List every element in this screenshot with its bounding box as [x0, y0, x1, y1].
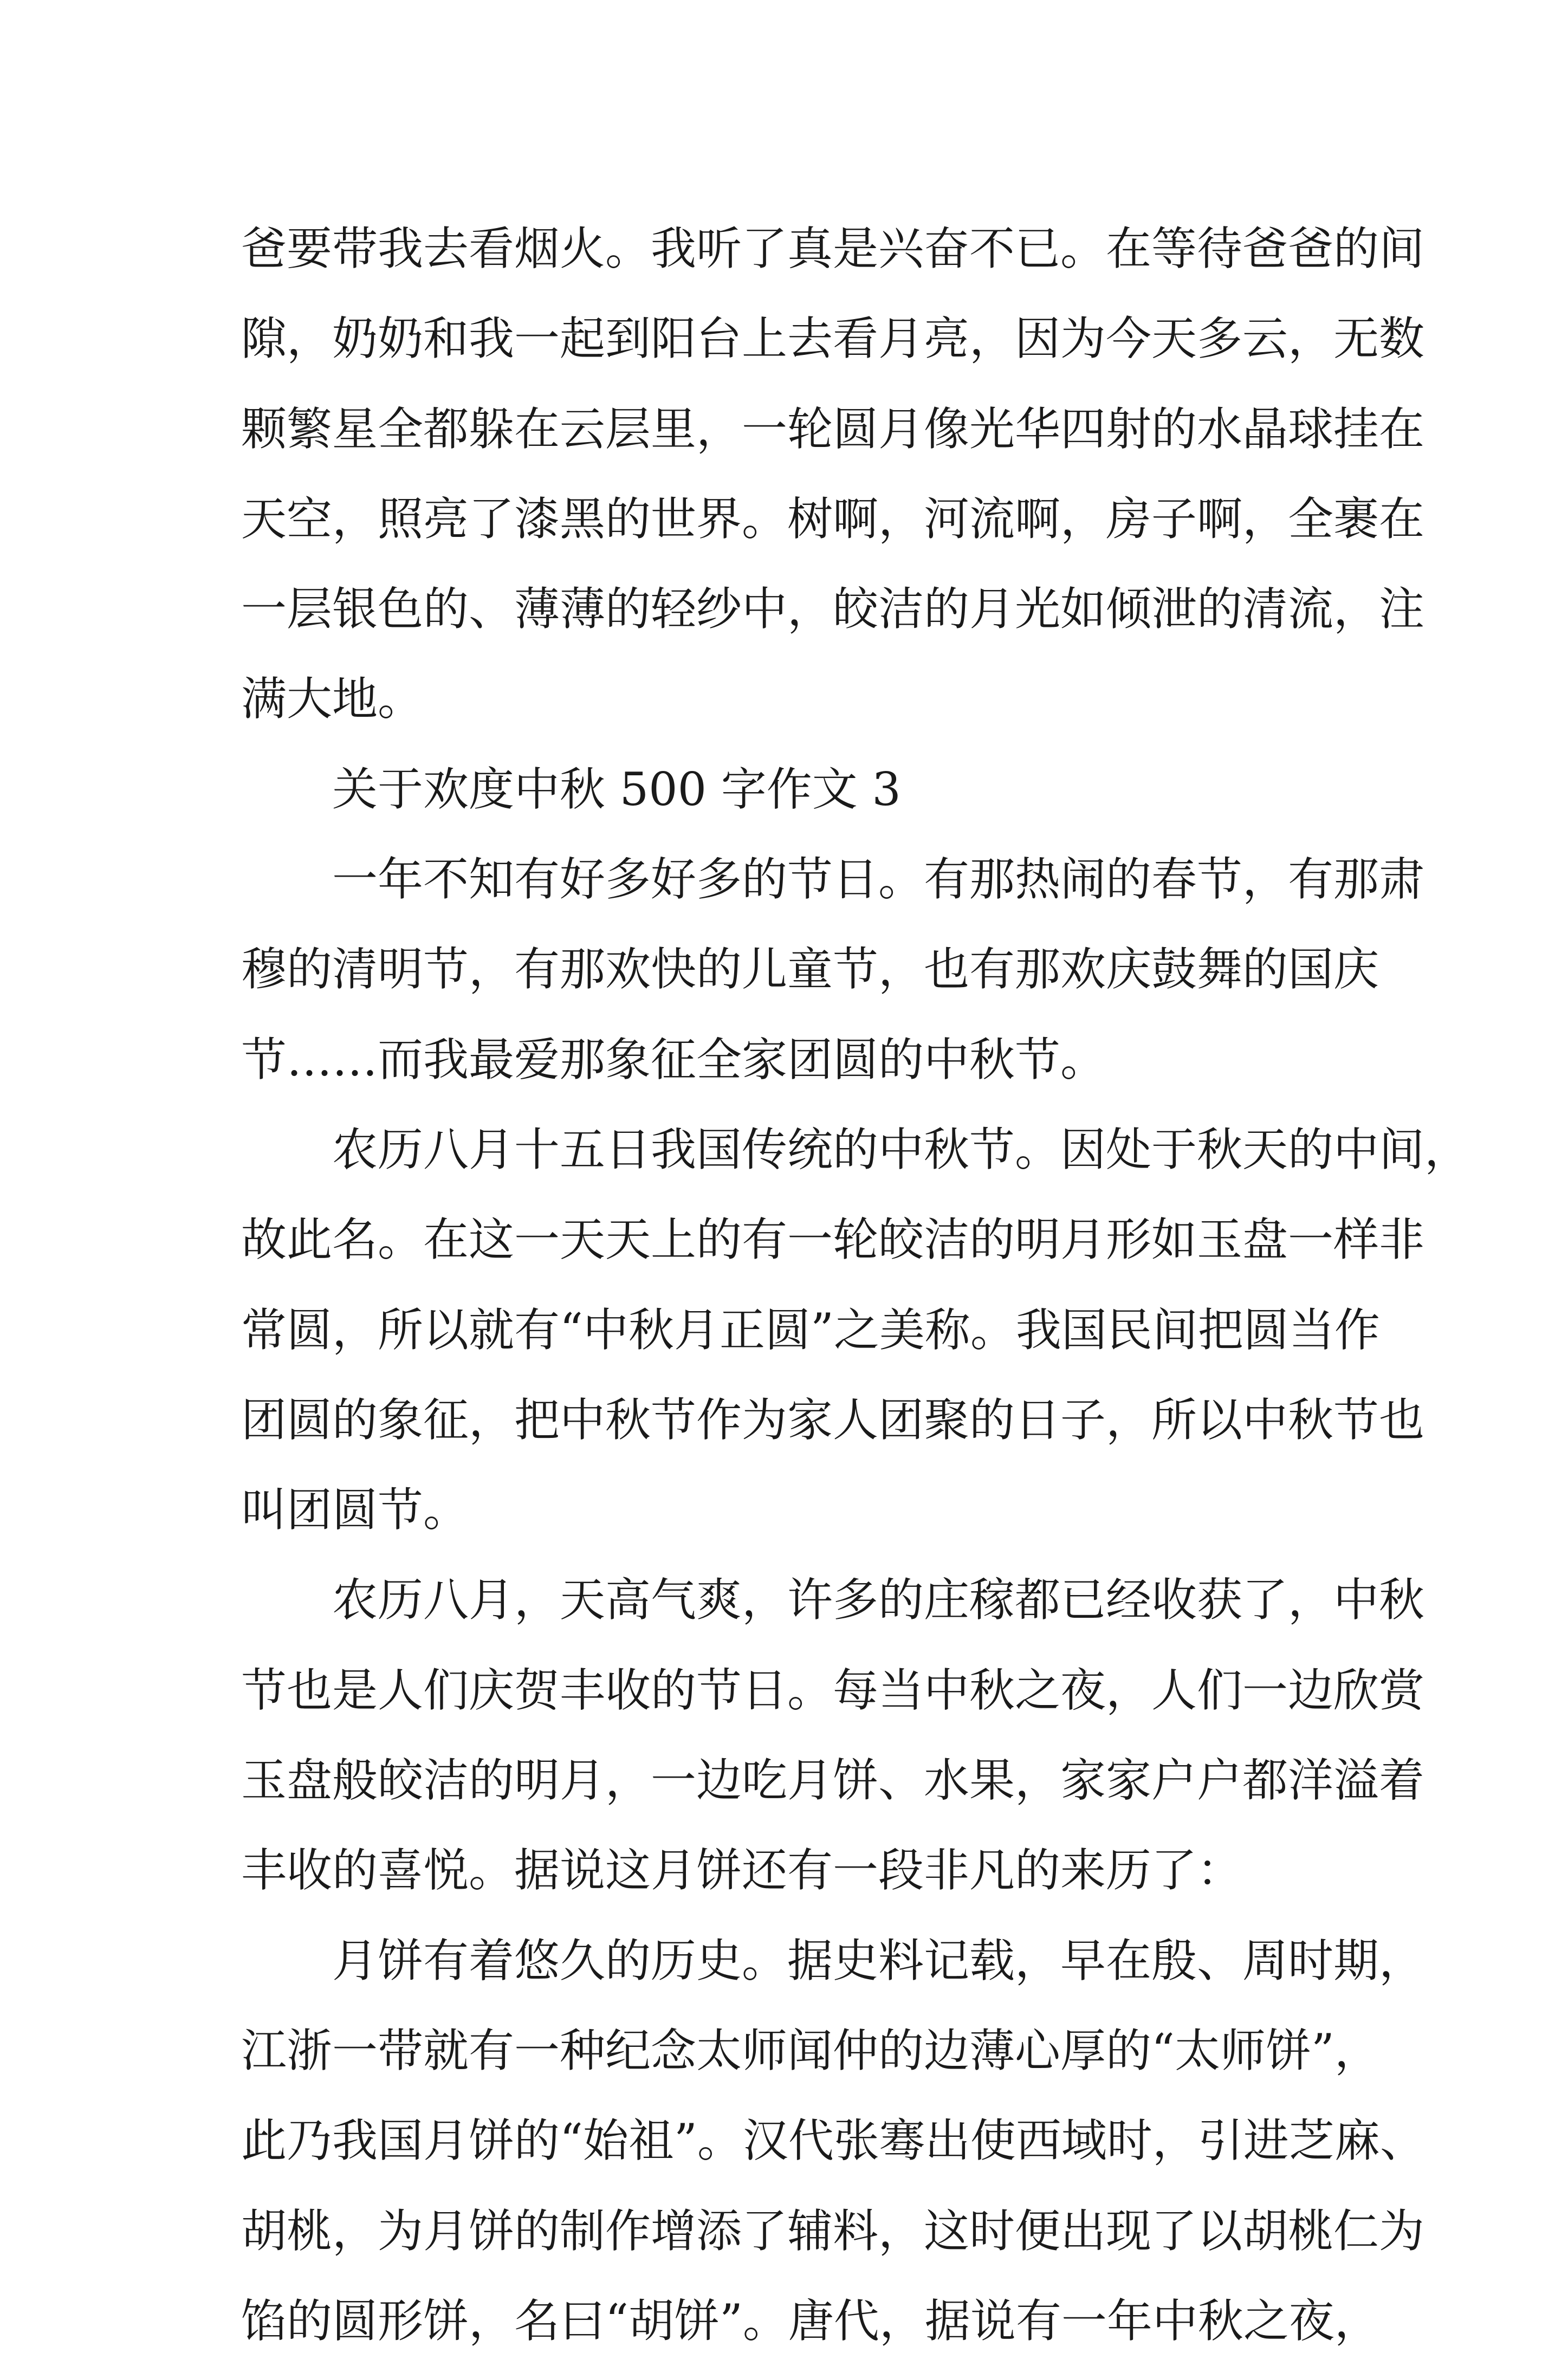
text-line: 天空，照亮了漆黑的世界。树啊，河流啊，房子啊，全裹在 [241, 492, 1425, 546]
text-line: 丰收的喜悦。据说这月饼还有一段非凡的来历了： [241, 1844, 1243, 1897]
text-line: 穆的清明节，有那欢快的儿童节，也有那欢庆鼓舞的国庆 [241, 943, 1379, 996]
text-line: 叫团圆节。 [241, 1483, 469, 1537]
text-line: 满大地。 [241, 672, 424, 726]
text-line: 农历八月十五日我国传统的中秋节。因处于秋天的中间， [332, 1123, 1470, 1176]
text-line: 玉盘般皎洁的明月，一边吃月饼、水果，家家户户都洋溢着 [241, 1754, 1425, 1807]
text-line: 故此名。在这一天天上的有一轮皎洁的明月形如玉盘一样非 [241, 1213, 1425, 1267]
text-line: 隙，奶奶和我一起到阳台上去看月亮，因为今天多云，无数 [241, 312, 1425, 366]
text-line: 节……而我最爱那象征全家团圆的中秋节。 [241, 1033, 1106, 1086]
text-line: 颗繁星全都躲在云层里，一轮圆月像光华四射的水晶球挂在 [241, 402, 1425, 456]
text-line: 农历八月，天高气爽，许多的庄稼都已经收获了，中秋 [332, 1573, 1425, 1627]
text-line: 爸要带我去看烟火。我听了真是兴奋不已。在等待爸爸的间 [241, 222, 1425, 275]
text-line: 此乃我国月饼的“始祖”。汉代张骞出使西域时，引进芝麻、 [241, 2114, 1426, 2168]
text-line: 月饼有着悠久的历史。据史料记载，早在殷、周时期， [332, 1934, 1425, 1987]
text-line: 一年不知有好多好多的节日。有那热闹的春节，有那肃 [332, 853, 1425, 906]
section-heading: 关于欢度中秋 500 字作文 3 [332, 762, 901, 816]
text-line: 胡桃，为月饼的制作增添了辅料，这时便出现了以胡桃仁为 [241, 2204, 1425, 2258]
text-line: 节也是人们庆贺丰收的节日。每当中秋之夜，人们一边欣赏 [241, 1663, 1425, 1717]
text-line: 馅的圆形饼，名曰“胡饼”。唐代，据说有一年中秋之夜， [241, 2294, 1380, 2348]
text-line: 团圆的象征，把中秋节作为家人团聚的日子，所以中秋节也 [241, 1393, 1425, 1447]
document-body [241, 204, 1470, 2366]
text-line: 常圆，所以就有“中秋月正圆”之美称。我国民间把圆当作 [241, 1303, 1380, 1357]
text-line: 江浙一带就有一种纪念太师闻仲的边薄心厚的“太师饼”， [241, 2024, 1380, 2077]
text-line: 一层银色的、薄薄的轻纱中，皎洁的月光如倾泄的清流，注 [241, 582, 1425, 636]
